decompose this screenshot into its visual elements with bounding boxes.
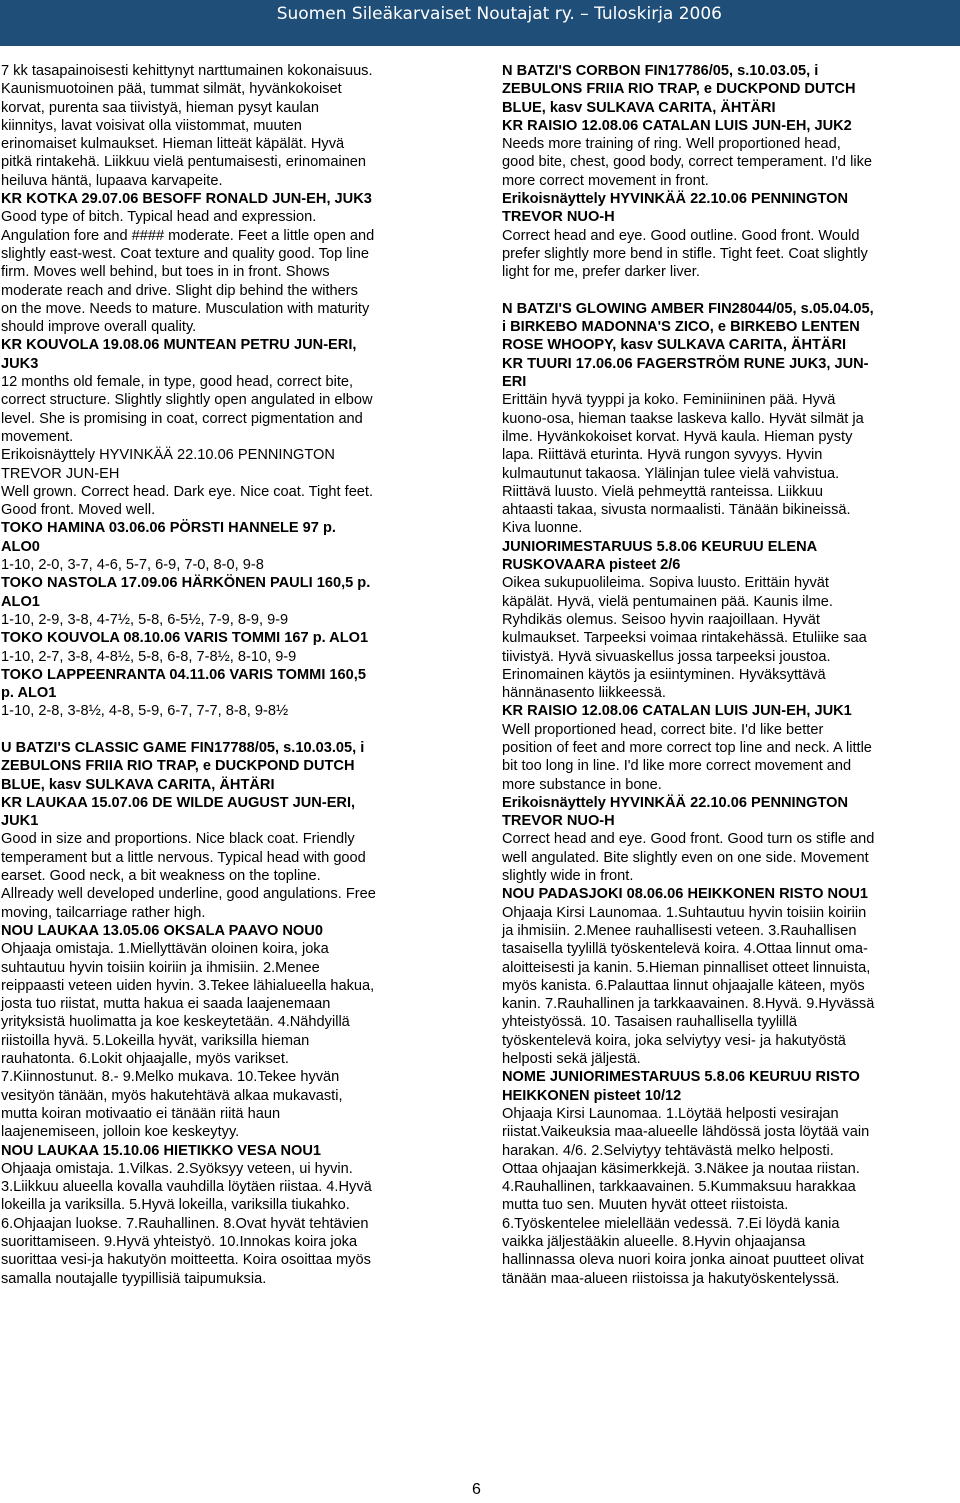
text-line: suorittamiseen. 9.Hyvä yhteistyö. 10.Innokas koira joka: [1, 1234, 358, 1250]
text-line: mutta koiran motivaatio ei tänään riitä haun: [1, 1105, 281, 1122]
entry-heading-line: KR RAISIO 12.08.06 CATALAN LUIS JUN-EH, JUK1: [502, 703, 852, 720]
page-header: [0, 0, 960, 46]
entry-heading-line: TOKO LAPPEENRANTA 04.11.06 VARIS TOMMI 160,5: [1, 666, 366, 683]
text-line: ilme. Hyvänkokoiset korvat. Hyvä kaula. Hieman pysty: [502, 428, 853, 445]
text-line: more substance in bone.: [502, 776, 662, 793]
text-line: bit too long in line. I'd like more correct movement and: [502, 758, 852, 775]
entry-heading-line: TOKO NASTOLA 17.09.06 HÄRKÖNEN PAULI 160,5 p.: [1, 575, 371, 592]
text-line: riistat.Vaikeuksia maa-alueelle lähdössä josta löytää vain: [502, 1124, 870, 1141]
entry-heading-line: ALO0: [1, 538, 40, 555]
entry-heading-line: JUNIORIMESTARUUS 5.8.06 KEURUU ELENA: [502, 538, 818, 555]
spacer: [502, 282, 958, 300]
entry-heading-line: NOME JUNIORIMESTARUUS 5.8.06 KEURUU RISTO: [502, 1069, 860, 1086]
text-line: Oikea sukupuolileima. Sopiva luusto. Erittäin hyvät: [502, 575, 829, 592]
entry-heading-line: i BIRKEBO MADONNA'S ZICO, e BIRKEBO LENTEN: [502, 319, 860, 336]
text-line: Good in size and proportions. Nice black coat. Friendly: [1, 831, 355, 848]
entry-heading-line: N BATZI'S GLOWING AMBER FIN28044/05, s.05.04.05,: [502, 300, 874, 317]
text-line: laajenemiseen, jolloin koe keskeytyy.: [1, 1124, 240, 1141]
entry-heading-line: HEIKKONEN pisteet 10/12: [502, 1087, 682, 1104]
text-line: position of feet and more correct top line and neck. A little: [502, 739, 872, 756]
text-line: Allready well developed underline, good angulations. Free: [1, 886, 376, 903]
text-line: on the move. Needs to mature. Musculation with maturity: [1, 300, 370, 317]
text-line: Well grown. Correct head. Dark eye. Nice coat. Tight feet.: [1, 483, 374, 500]
entry-heading-line: KR KOUVOLA 19.08.06 MUNTEAN PETRU JUN-ERI,: [1, 337, 357, 354]
text-line: Riittävä luusto. Vielä pehmeyttä ranteissa. Liikkuu: [502, 483, 823, 500]
entry-heading-line: KR TUURI 17.06.06 FAGERSTRÖM RUNE JUK3, JUN-: [502, 355, 869, 372]
text-line: käpälät. Hyvä, vielä pentumainen pää. Kaunis ilme.: [502, 593, 833, 610]
entry-heading-line: Erikoisnäyttely HYVINKÄÄ 22.10.06 PENNINGTON: [502, 191, 849, 208]
text-line: tiivistyä. Hyvä sivuaskellus jossa tarpeeksi joustoa.: [502, 648, 831, 665]
text-line: Correct head and eye. Good front. Good turn os stifle and: [502, 831, 875, 848]
text-line: Ohjaaja Kirsi Launomaa. 1.Löytää helposti vesirajan: [502, 1105, 839, 1122]
entry-heading-line: TREVOR NUO-H: [502, 813, 615, 830]
text-line: temperament but a little nervous. Typical head with good: [1, 849, 366, 866]
text-line: 6.Ohjaajan luokse. 7.Rauhallinen. 8.Ovat hyvät tehtävien: [1, 1215, 369, 1232]
entry-heading-line: NOU LAUKAA 13.05.06 OKSALA PAAVO NOU0: [1, 922, 323, 939]
text-line: Correct head and eye. Good outline. Good front. Would: [502, 227, 860, 244]
text-line: Good type of bitch. Typical head and expression.: [1, 209, 317, 226]
text-line: light for me, prefer darker liver.: [502, 264, 700, 281]
text-line: josta tuo riistat, mutta hakua ei saada laajenemaan: [1, 996, 331, 1013]
entry-heading-line: Erikoisnäyttely HYVINKÄÄ 22.10.06 PENNINGTON: [502, 794, 849, 811]
text-line: Angulation fore and #### moderate. Feet a little open and: [1, 227, 375, 244]
text-line: vesityön tänään, myös hakutehtävä alkaa mukavasti,: [1, 1087, 343, 1104]
text-line: Erikoisnäyttely HYVINKÄÄ 22.10.06 PENNINGTON: [1, 447, 335, 464]
text-line: Kiva luonne.: [502, 520, 583, 537]
text-line: more correct movement in front.: [502, 172, 709, 189]
text-line: tänään maa-alueen riistoissa ja hakutyöskentelyssä.: [502, 1270, 840, 1287]
entry-heading-line: ALO1: [1, 593, 40, 610]
entry-heading-line: U BATZI'S CLASSIC GAME FIN17788/05, s.10.03.05, i: [1, 739, 365, 756]
text-line: Ohjaaja Kirsi Launomaa. 1.Suhtautuu hyvin toisiin koiriin: [502, 904, 867, 921]
text-line: hännänasento liikkeessä.: [502, 685, 666, 702]
text-line: ahtaasti takaa, sivusta normaalisti. Tänään bikineissä.: [502, 502, 851, 519]
text-line: työskentelevä koira, joka selviytyy vesi- ja hakutyöstä: [502, 1032, 846, 1049]
text-line: reippaasti veteen uiden hyvin. 3.Tekee lähialueella hakua,: [1, 977, 375, 994]
text-line: lapa. Riittävä eturinta. Hyvä rungon syvyys. Hyvin: [502, 447, 823, 464]
header-title: Suomen Sileäkarvaiset Noutajat ry. – Tuloskirja 2006: [276, 4, 722, 24]
text-line: vaikka jäljestääkin alueelle. 8.Hyvin ohjaajansa: [502, 1234, 806, 1250]
text-line: helposti sekä jäljestä.: [502, 1051, 641, 1068]
entry-heading-line: JUK1: [1, 813, 39, 830]
text-line: slightly wide in front.: [502, 868, 634, 885]
text-line: rauhatonta. 6.Lokit ohjaajalle, myös varikset.: [1, 1051, 289, 1068]
text-line: aloitteisesti ja kanin. 5.Hieman pinnalliset otteet linnuista,: [502, 959, 871, 976]
text-line: 1-10, 2-7, 3-8, 4-8½, 5-8, 6-8, 7-8½, 8-10, 9-9: [1, 648, 297, 665]
text-line: samalla noutajalle tyypillisiä taipumuksia.: [1, 1270, 267, 1287]
text-line: yhteistyössä. 10. Tasaisen rauhallisella tyylillä: [502, 1014, 797, 1031]
text-line: 6.Työskentelee mielellään vedessä. 7.Ei löydä kania: [502, 1215, 840, 1232]
text-line: kuono-osa, hieman taakse laskeva kallo. Hyvät silmät ja: [502, 410, 864, 427]
text-line: harakan. 4/6. 2.Selviytyy tehtävästä melko helposti.: [502, 1142, 834, 1159]
text-line: kulmaukset. Tarpeeksi voimaa rintakehässä. Etuliike saa: [502, 630, 867, 647]
text-line: myös kanista. 6.Palauttaa linnut ohjaajalle käteen, myös: [502, 977, 865, 994]
text-line: correct structure. Slightly slightly open angulated in elbow: [1, 392, 373, 409]
text-line: 3.Liikkuu alueella kovalla vauhdilla löytäen riistaa. 4.Hyvä: [1, 1179, 372, 1196]
text-line: Erittäin hyvä tyyppi ja koko. Feminiininen pää. Hyvä: [502, 392, 836, 409]
entry-heading-line: BLUE, kasv SULKAVA CARITA, ÄHTÄRI: [1, 776, 275, 793]
text-line: TREVOR JUN-EH: [1, 465, 120, 482]
text-line: Kaunismuotoinen pää, tummat silmät, hyvänkokoiset: [1, 81, 342, 98]
text-line: well angulated. Bite slightly even on one side. Movement: [502, 849, 869, 866]
text-line: Ohjaaja omistaja. 1.Vilkas. 2.Syöksyy veteen, ui hyvin.: [1, 1160, 353, 1177]
entry-heading-line: N BATZI'S CORBON FIN17786/05, s.10.03.05, i: [502, 63, 819, 79]
page-number: 6: [472, 1481, 481, 1498]
text-line: yrityksistä huolimatta ja koe keskeytetään. 4.Nähdyillä: [1, 1014, 350, 1031]
text-line: heiluva häntä, lupaava karvapeite.: [1, 172, 223, 189]
text-line: lokeilla ja variksilla. 5.Hyvä lokeilla, variksilla tiukahko.: [1, 1197, 350, 1214]
text-line: firm. Moves well behind, but toes in in front. Shows: [1, 264, 330, 281]
text-line: suorittaa vesi-ja hakutyön moitteetta. Koira osoittaa myös: [1, 1252, 371, 1269]
text-line: pitkä rintakehä. Liikkuu vielä pentumaisesti, erinomainen: [1, 154, 367, 171]
entry-heading-line: KR KOTKA 29.07.06 BESOFF RONALD JUN-EH, JUK3: [1, 191, 372, 208]
text-line: kulmautunut takaosa. Ylälinjan tulee vielä vahvistua.: [502, 465, 840, 482]
text-line: should improve overall quality.: [1, 319, 197, 336]
text-line: mutta tuo sen. Muuten hyvät otteet riistoista.: [502, 1197, 789, 1214]
entry-heading-line: TOKO KOUVOLA 08.10.06 VARIS TOMMI 167 p. ALO1: [1, 630, 369, 647]
text-line: Ryhdikäs olemus. Seisoo hyvin raajoillaan. Hyvät: [502, 611, 820, 628]
text-line: ja ihmisiin. 2.Menee rauhallisesti veteen. 3.Rauhallisen: [502, 922, 857, 939]
text-line: kiinnitys, lavat voisivat olla viistommat, muuten: [1, 117, 302, 134]
text-line: level. She is promising in coat, correct pigmentation and: [1, 410, 363, 427]
text-line: hallinnassa oleva nuori koira jonka ainoat puutteet olivat: [502, 1252, 864, 1269]
entry-heading-line: KR RAISIO 12.08.06 CATALAN LUIS JUN-EH, JUK2: [502, 117, 852, 134]
text-line: moderate reach and drive. Slight dip behind the withers: [1, 282, 358, 299]
entry-heading-line: NOU PADASJOKI 08.06.06 HEIKKONEN RISTO NOU1: [502, 886, 869, 903]
text-line: 7.Kiinnostunut. 8.- 9.Melko mukava. 10.Tekee hyvän: [1, 1069, 340, 1086]
entry-heading-line: TREVOR NUO-H: [502, 209, 615, 226]
entry-heading-line: p. ALO1: [1, 685, 57, 702]
text-line: Erinomainen käytös ja esiintyminen. Hyväksyttävä: [502, 666, 826, 683]
entry-heading-line: KR LAUKAA 15.07.06 DE WILDE AUGUST JUN-ERI,: [1, 794, 356, 811]
text-line: Needs more training of ring. Well proportioned head,: [502, 136, 841, 153]
entry-heading-line: JUK3: [1, 355, 39, 372]
text-line: riistoilla hyvä. 5.Lokeilla hyvät, variksilla hieman: [1, 1032, 310, 1049]
entry-heading-line: RUSKOVAARA pisteet 2/6: [502, 557, 681, 574]
entry-heading-line: BLUE, kasv SULKAVA CARITA, ÄHTÄRI: [502, 99, 776, 116]
text-line: 1-10, 2-8, 3-8½, 4-8, 5-9, 6-7, 7-7, 8-8, 9-8½: [1, 703, 289, 720]
text-line: 1-10, 2-9, 3-8, 4-7½, 5-8, 6-5½, 7-9, 8-9, 9-9: [1, 611, 289, 628]
text-line: good bite, chest, good body, correct temperament. I'd like: [502, 154, 872, 171]
entry-heading-line: ZEBULONS FRIIA RIO TRAP, e DUCKPOND DUTCH: [1, 758, 355, 775]
entry-heading-line: ERI: [502, 374, 527, 391]
text-line: Well proportioned head, correct bite. I'd like better: [502, 721, 824, 738]
entry-heading-line: ROSE WHOOPY, kasv SULKAVA CARITA, ÄHTÄRI: [502, 337, 847, 354]
entry-heading-line: TOKO HAMINA 03.06.06 PÖRSTI HANNELE 97 p.: [1, 520, 336, 537]
text-line: Good front. Moved well.: [1, 502, 156, 519]
text-line: slightly east-west. Coat texture and quality good. Top line: [1, 245, 370, 262]
left-column: [1, 62, 471, 1288]
text-line: 12 months old female, in type, good head, correct bite,: [1, 374, 354, 391]
text-line: movement.: [1, 428, 74, 445]
text-line: moving, tailcarriage rather high.: [1, 904, 206, 921]
text-line: kanin. 7.Rauhallinen ja tarkkaavainen. 8.Hyvä. 9.Hyvässä: [502, 996, 875, 1013]
entry-heading-line: NOU LAUKAA 15.10.06 HIETIKKO VESA NOU1: [1, 1142, 322, 1159]
text-line: Ohjaaja omistaja. 1.Miellyttävän oloinen koira, joka: [1, 941, 329, 958]
text-line: earset. Good neck, a bit weakness on the topline.: [1, 868, 321, 885]
text-line: 1-10, 2-0, 3-7, 4-6, 5-7, 6-9, 7-0, 8-0, 9-8: [1, 557, 264, 574]
right-column: [502, 62, 958, 1288]
text-line: prefer slightly more bend in stifle. Tight feet. Coat slightly: [502, 245, 868, 262]
spacer: [1, 721, 471, 739]
text-line: 4.Rauhallinen, tarkkaavainen. 5.Kummaksuu harakkaa: [502, 1179, 856, 1196]
text-line: tasaisella tyylillä työskentelevä koira. 4.Ottaa linnut oma-: [502, 941, 868, 958]
text-line: erinomaiset kulmaukset. Hieman litteät käpälät. Hyvä: [1, 136, 345, 153]
text-line: suhtautuu hyvin toisiin koiriin ja ihmisiin. 2.Menee: [1, 959, 320, 976]
text-line: 7 kk tasapainoisesti kehittynyt narttumainen kokonaisuus.: [1, 63, 373, 79]
entry-heading-line: ZEBULONS FRIIA RIO TRAP, e DUCKPOND DUTCH: [502, 81, 856, 98]
text-line: Ottaa ohjaajan käsimerkkejä. 3.Näkee ja noutaa riistan.: [502, 1160, 860, 1177]
text-line: korvat, purenta saa tiivistyä, hieman pysyt kaulan: [1, 99, 319, 116]
